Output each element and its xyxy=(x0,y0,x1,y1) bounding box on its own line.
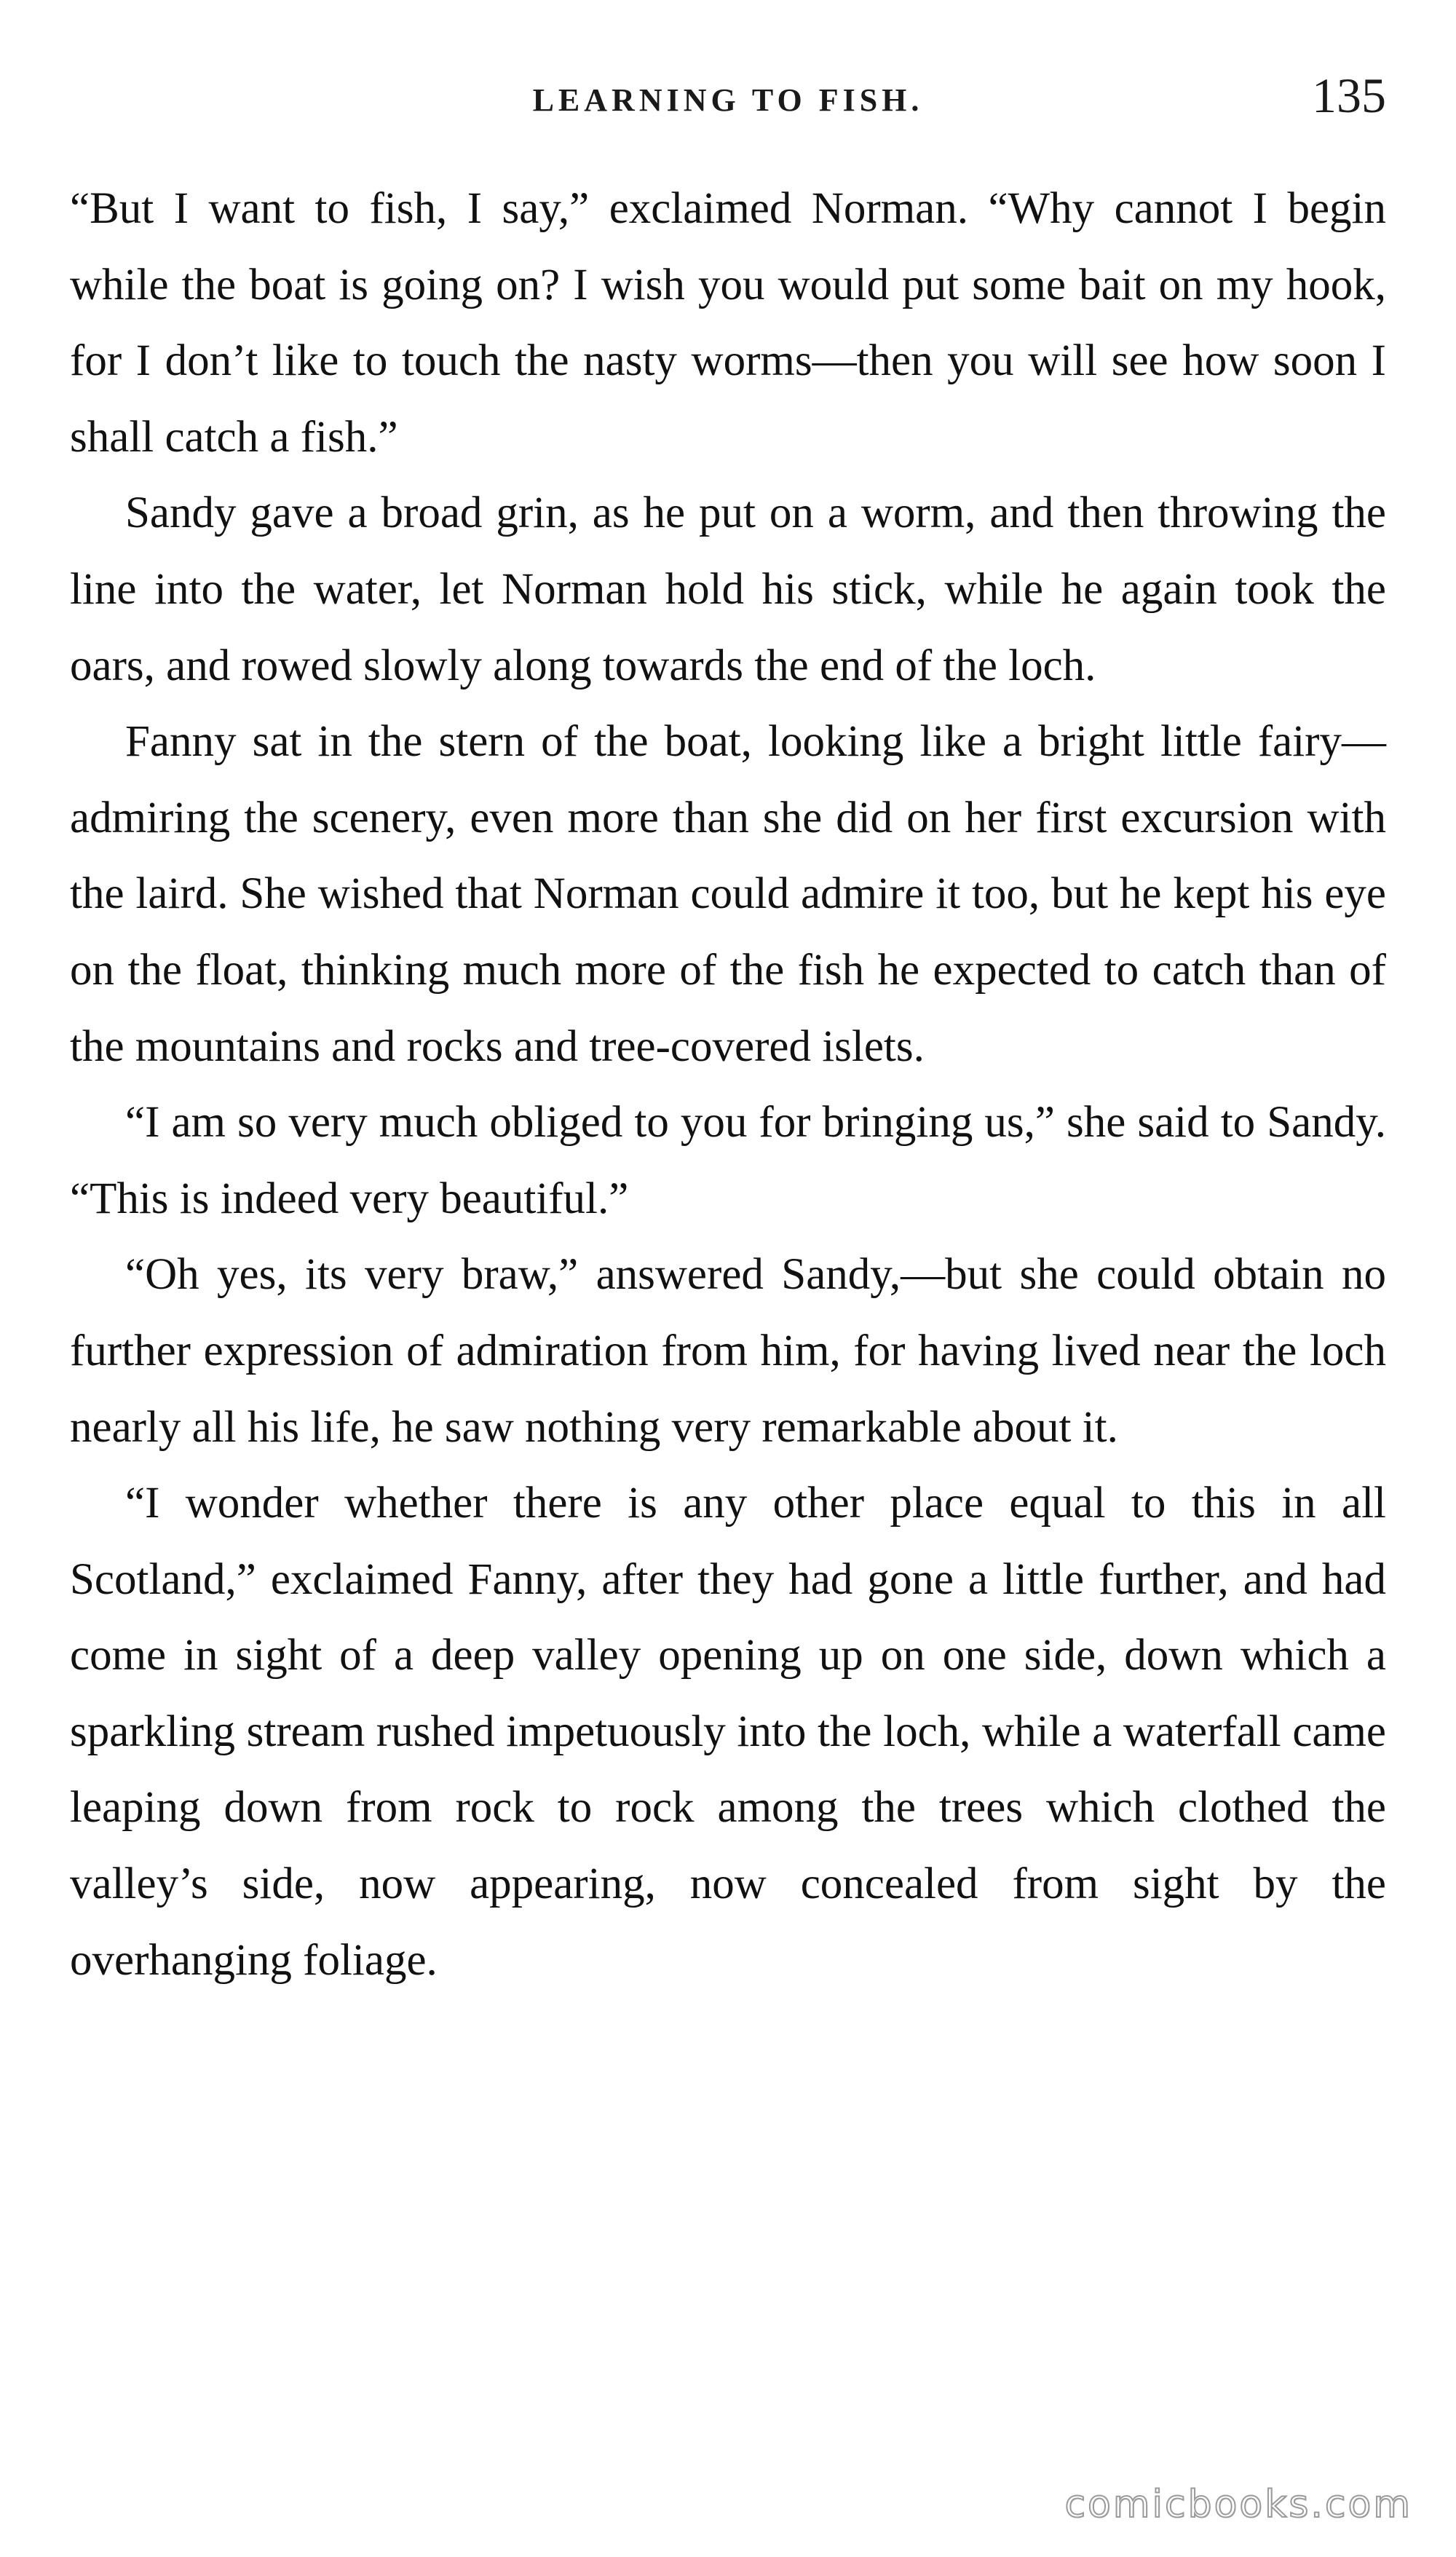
paragraph-6: “I wonder whether there is any other place equal to this in all Scotland,” exclaimed Fanny, after they had gone a little further, and had come in sight of a deep valley opening up on one side, down which a sparkling stream rushed impetuously into the loch, while a waterfall came leaping down from rock to rock among the trees which clothed the valley’s side, now appearing, now concealed from sight by the overhanging foliage. xyxy=(70,1479,1386,1985)
body-text xyxy=(70,171,1386,1999)
page-header xyxy=(0,67,1456,133)
paragraph-3: Fanny sat in the stern of the boat, looking like a bright little fairy—admiring the scenery, even more than she did on her first excursion with the laird. She wished that Norman could admire it too, but he kept his eye on the float, thinking much more of the fish he expected to catch than of the mountains and rocks and tree-covered islets. xyxy=(70,717,1386,1071)
paragraph-5: “Oh yes, its very braw,” answered Sandy,—but she could obtain no further expression of admiration from him, for having lived near the loch nearly all his life, he saw nothing very remarkable about it. xyxy=(70,1250,1386,1452)
page-number: 135 xyxy=(1312,68,1386,123)
watermark: comicbooks.com xyxy=(1064,2483,1412,2526)
paragraph-2: Sandy gave a broad grin, as he put on a worm, and then throwing the line into the water, let Norman hold his stick, while he again took the oars, and rowed slowly along towards the end of the loch. xyxy=(70,489,1386,690)
paragraph-1: “But I want to fish, I say,” exclaimed Norman. “Why cannot I begin while the boat is going on? I wish you would put some bait on my hook, for I don’t like to touch the nasty worms—then you will see how soon I shall catch a fish.” xyxy=(70,184,1386,462)
paragraph-4: “I am so very much obliged to you for bringing us,” she said to Sandy. “This is indeed very beautiful.” xyxy=(70,1098,1386,1223)
running-head: LEARNING TO FISH. xyxy=(532,82,924,118)
